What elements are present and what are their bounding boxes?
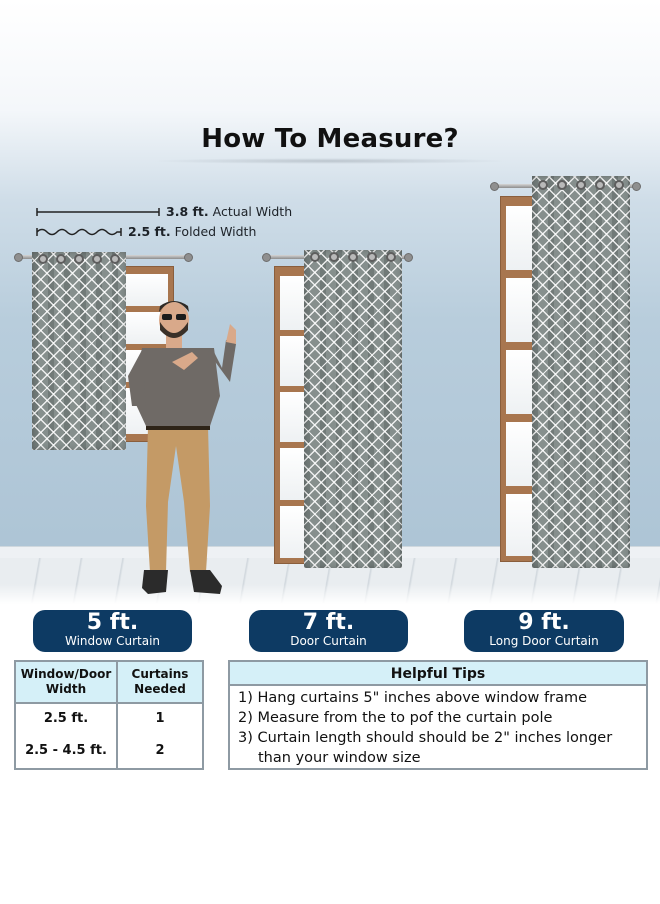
- wavy-line-icon: [36, 226, 122, 238]
- tips-list: [230, 686, 646, 768]
- badge-door-curtain: [249, 610, 408, 652]
- table-row: [15, 703, 203, 734]
- table-header-row: [15, 661, 203, 703]
- cell-count: 1: [117, 703, 203, 734]
- tip-item: than your window size: [258, 750, 421, 766]
- tip-item: 1) Hang curtains 5" inches above window frame: [238, 690, 588, 706]
- badge-window-curtain: [33, 610, 192, 652]
- header-window-door-width: Window/Door Width: [15, 661, 117, 703]
- cell-count: 2: [117, 734, 203, 769]
- straight-line-icon: [36, 206, 160, 218]
- actual-width-value: 3.8 ft.: [166, 204, 209, 219]
- badge-size: 5 ft.: [86, 610, 139, 635]
- tip-item: 2) Measure from the to pof the curtain pole: [238, 710, 553, 726]
- long-door-curtain: [532, 176, 630, 568]
- page-title: How To Measure?: [201, 124, 459, 154]
- window-curtain: [32, 252, 126, 450]
- cell-width: 2.5 - 4.5 ft.: [15, 734, 117, 769]
- badge-long-door-curtain: [464, 610, 624, 652]
- badge-label: Window Curtain: [64, 634, 161, 648]
- folded-width-label: Folded Width: [174, 224, 257, 239]
- folded-width-value: 2.5 ft.: [128, 224, 171, 239]
- man-pointing-figure: [118, 296, 244, 600]
- tips-title: Helpful Tips: [230, 662, 646, 686]
- badge-label: Long Door Curtain: [489, 634, 599, 648]
- actual-width-label: Actual Width: [212, 204, 293, 219]
- cell-width: 2.5 ft.: [15, 703, 117, 734]
- badge-label: Door Curtain: [290, 634, 367, 648]
- header-curtains-needed: Curtains Needed: [117, 661, 203, 703]
- badge-size: 9 ft.: [518, 610, 570, 635]
- curtains-needed-table: [14, 660, 204, 770]
- legend-folded-width: [36, 224, 256, 239]
- badge-size: 7 ft.: [302, 610, 355, 635]
- legend-actual-width: [36, 204, 292, 219]
- table-row: [15, 734, 203, 769]
- helpful-tips-box: [228, 660, 648, 770]
- title-underline: [150, 158, 510, 164]
- tip-item: 3) Curtain length should should be 2" inches longer: [238, 730, 613, 746]
- door-curtain: [304, 250, 402, 568]
